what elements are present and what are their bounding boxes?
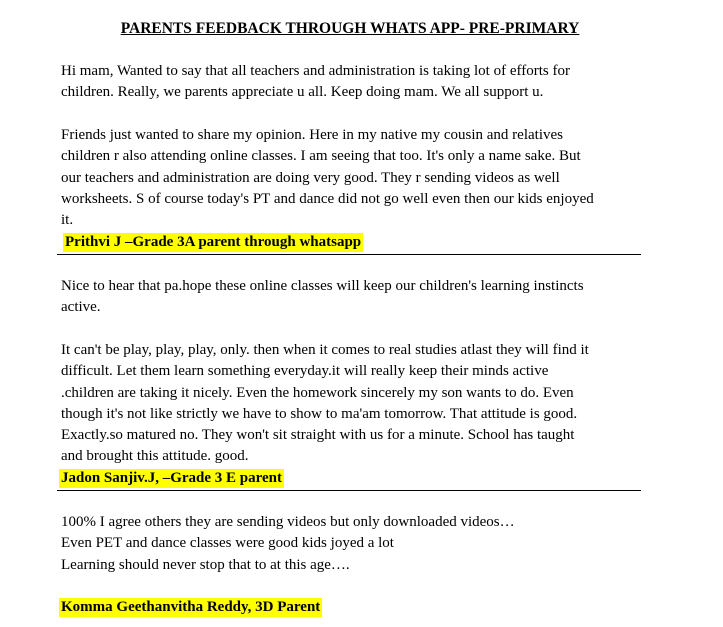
text-line: It can't be play, play, play, only. then when it comes to real studies atlast they will find it [61,342,589,358]
text-line: worksheets. S of course today's PT and dance did not go well even then our kids enjoyed [61,190,594,207]
text-line: and brought this attitude. good. [61,448,249,465]
author-highlight-1: Prithvi J –Grade 3A parent through whatsapp [65,234,362,250]
feedback-paragraph-1 [61,61,651,104]
author-highlight-3: Komma Geethanvitha Reddy, 3D Parent [61,599,321,615]
text-line: difficult. Let them learn something everyday.it will really keep their minds active [61,363,549,380]
divider-2 [57,490,641,491]
text-line: Exactly.so matured no. They won't sit straight with us for a minute. School has taught [61,427,575,444]
text-line: Nice to hear that pa.hope these online classes will keep our children's learning instincts [61,278,584,294]
page-title: PARENTS FEEDBACK THROUGH WHATS APP- PRE-PRIMARY [120,20,580,37]
divider-1 [57,254,641,255]
text-line: Learning should never stop that to at this age…. [61,556,350,573]
feedback-paragraph-5 [61,512,651,576]
feedback-paragraph-2 [61,125,651,231]
feedback-paragraph-3 [61,276,651,319]
author-highlight-2: Jadon Sanjiv.J, –Grade 3 E parent [61,470,283,486]
text-line: Friends just wanted to share my opinion. Here in my native my cousin and relatives [61,127,563,143]
text-line: children. Really, we parents appreciate u all. Keep doing mam. We all support u. [61,84,544,101]
text-line: active. [61,299,101,316]
text-line: Even PET and dance classes were good kids joyed a lot [61,535,394,552]
text-line: our teachers and administration are doing very good. They r sending videos as well [61,169,560,186]
feedback-paragraph-4 [61,340,651,468]
text-line: Hi mam, Wanted to say that all teachers and administration is taking lot of efforts for [61,63,570,79]
text-line: 100% I agree others they are sending videos but only downloaded videos… [61,514,515,530]
text-line: .children are taking it nicely. Even the homework sincerely my son wants to do. Even [61,384,574,401]
text-line: it. [61,212,74,229]
text-line: though it's not like strictly we have to show to ma'am tomorrow. That attitude is good. [61,405,578,422]
text-line: children r also attending online classes. I am seeing that too. It's only a name sake. But [61,148,581,165]
